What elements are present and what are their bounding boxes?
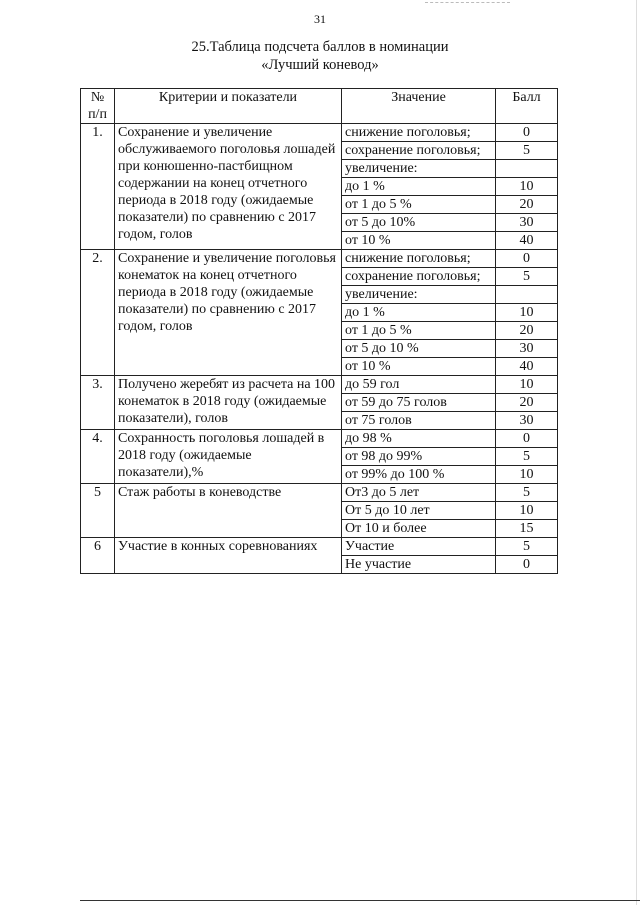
score-cell: 30 [496,340,558,358]
page-title [0,38,640,74]
table-row [81,538,558,556]
criteria-cell: Участие в конных соревнованиях [115,538,342,574]
value-cell: от 10 % [342,232,496,250]
table-row [81,124,558,142]
criteria-cell: Сохранение и увеличение обслуживаемого поголовья лошадей при конюшенно-пастбищном содержании на конец отчетного периода в 2018 году (ожидаемые показатели) по сравнению с 2017 годом, голов [115,124,342,250]
row-number: 1. [81,124,115,250]
table-body [81,124,558,574]
value-cell: снижение поголовья; [342,250,496,268]
score-cell: 40 [496,358,558,376]
score-cell: 0 [496,556,558,574]
header-criteria: Критерии и показатели [115,89,342,124]
value-cell: Участие [342,538,496,556]
score-cell: 40 [496,232,558,250]
value-cell: От 10 и более [342,520,496,538]
value-cell: от 10 % [342,358,496,376]
value-cell: сохранение поголовья; [342,142,496,160]
criteria-cell: Стаж работы в коневодстве [115,484,342,538]
table-row [81,376,558,394]
criteria-cell: Получено жеребят из расчета на 100 конематок в 2018 году (ожидаемые показатели), голов [115,376,342,430]
criteria-cell: Сохранность поголовья лошадей в 2018 году (ожидаемые показатели),% [115,430,342,484]
score-cell: 30 [496,214,558,232]
value-cell: увеличение: [342,160,496,178]
value-cell: от 59 до 75 голов [342,394,496,412]
score-cell: 30 [496,412,558,430]
score-cell: 0 [496,250,558,268]
row-number: 3. [81,376,115,430]
table-row [81,250,558,268]
score-cell: 10 [496,376,558,394]
score-cell: 5 [496,142,558,160]
score-cell: 10 [496,502,558,520]
score-cell: 5 [496,484,558,502]
value-cell: от 99% до 100 % [342,466,496,484]
value-cell: от 98 до 99% [342,448,496,466]
value-cell: Не участие [342,556,496,574]
value-cell: от 5 до 10 % [342,340,496,358]
header-score: Балл [496,89,558,124]
score-cell: 5 [496,538,558,556]
scan-artifact-line [425,2,510,3]
table-row [81,484,558,502]
header-num: № п/п [81,89,115,124]
row-number: 6 [81,538,115,574]
header-row [81,89,558,124]
value-cell: снижение поголовья; [342,124,496,142]
score-table [80,88,558,574]
value-cell: до 59 гол [342,376,496,394]
title-line-2: «Лучший коневод» [261,57,379,73]
page-number: 31 [314,12,326,26]
value-cell: до 1 % [342,178,496,196]
row-number: 4. [81,430,115,484]
score-cell: 5 [496,448,558,466]
score-cell [496,286,558,304]
header-value: Значение [342,89,496,124]
score-cell [496,160,558,178]
table-row [81,430,558,448]
score-cell: 20 [496,322,558,340]
value-cell: сохранение поголовья; [342,268,496,286]
page-edge-line [636,0,637,905]
score-cell: 5 [496,268,558,286]
score-cell: 0 [496,124,558,142]
criteria-cell: Сохранение и увеличение поголовья конематок на конец отчетного периода в 2018 году (ожидаемые показатели) по сравнению с 2017 годом, голов [115,250,342,376]
page-bottom-edge [80,900,640,901]
value-cell: от 1 до 5 % [342,196,496,214]
score-cell: 10 [496,178,558,196]
title-line-1: 25.Таблица подсчета баллов в номинации [191,39,449,55]
value-cell: От 5 до 10 лет [342,502,496,520]
score-cell: 10 [496,304,558,322]
score-cell: 15 [496,520,558,538]
score-cell: 20 [496,394,558,412]
score-cell: 0 [496,430,558,448]
value-cell: От3 до 5 лет [342,484,496,502]
value-cell: до 98 % [342,430,496,448]
table-header [81,89,558,124]
value-cell: от 1 до 5 % [342,322,496,340]
score-cell: 10 [496,466,558,484]
value-cell: увеличение: [342,286,496,304]
row-number: 2. [81,250,115,376]
score-cell: 20 [496,196,558,214]
row-number: 5 [81,484,115,538]
value-cell: до 1 % [342,304,496,322]
value-cell: от 75 голов [342,412,496,430]
value-cell: от 5 до 10% [342,214,496,232]
